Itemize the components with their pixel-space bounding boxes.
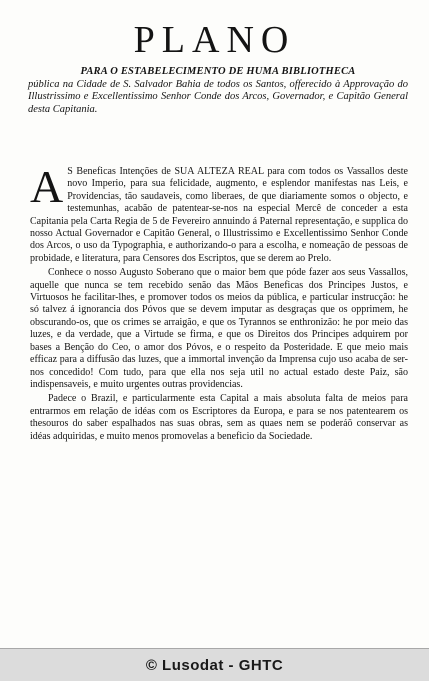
paragraph-2: Conhece o nosso Augusto Soberano que o maior bem que póde fazer aos seus Vassallos, aquelle que nunca se tem recebido senão das Mãos Beneficas dos Principes Justos, e Virtuosos he facilitar-lhes, e promover todos os meios da pública, e particular instrucção: he só talvez á ignorancia dos Póvos que se devem imputar as desgraças que os opprimem, he obscurando-os, que os crimes se arraigão, e que os Tyrannos se enthronizão: he por meio das luzes, e da verdade, que a Virtude se firma, e que os Direitos dos Principes adquirem por bases a Benção do Ceo, o amor dos Póvos, e o respeito da Posteridade. E que meio mais efficaz para a diffusão das luzes, que a immortal invenção da Imprensa cujo uso acaba de ser-nos concedido! Com tudo, para que ella nos seja util no actual estado deste Paiz, são indispensaveis, e muito urgentes outras providencias. <box>30 267 408 390</box>
subtitle-rest: pública na Cidade de S. Salvador Bahia de todos os Santos, offerecido à Approvação do Illustrissimo e Excellentissimo Senhor Conde dos Arcos, Governador, e Capitão General desta Capitania. <box>28 78 408 115</box>
paragraph-1-text: S Beneficas Intenções de SUA ALTEZA REAL para com todos os Vassallos deste novo Imperio, para sua felicidade, augmento, e esplendor manifestas nas Leis, e Providencias, tão saudaveis, como liberaes, de que diariamente somos o objecto, e testemunhas, acabão de patentear-se-nos na especial Mercê de conceder a esta Capitania pela Carta Regia de 5 de Fevereiro annuindo á Paternal representação, e supplica do nosso Actual Governador e Capitão General, o Illustrissimo e Excellentissimo Senhor Conde dos Arcos, o uso da Typographia, e authorizando-o para a escolha, e nomeação de pessoas de probidade, e literatura, para Censores dos Escriptos, que se derem ao Prelo. <box>30 166 408 264</box>
copyright-banner: © Lusodat - GHTC <box>0 648 429 681</box>
subtitle-lead: PARA O ESTABELECIMENTO DE HUMA BIBLIOTHECA <box>80 66 356 77</box>
document-body <box>30 161 408 445</box>
document-title: PLANO <box>133 19 296 61</box>
paragraph-1 <box>30 161 408 265</box>
drop-cap: A <box>30 161 64 212</box>
document-subtitle <box>28 66 408 116</box>
paragraph-3: Padece o Brazil, e particularmente esta Capital a mais absoluta falta de meios para entrarmos em relação de idéas com os Escriptores da Europa, e para se nos patentearem os thesouros do saber espalhados nas suas obras, sem as quaes nem se poderáõ conservar as idéas adquiridas, e muito menos promovelas a beneficio da Sociedade. <box>30 393 408 442</box>
